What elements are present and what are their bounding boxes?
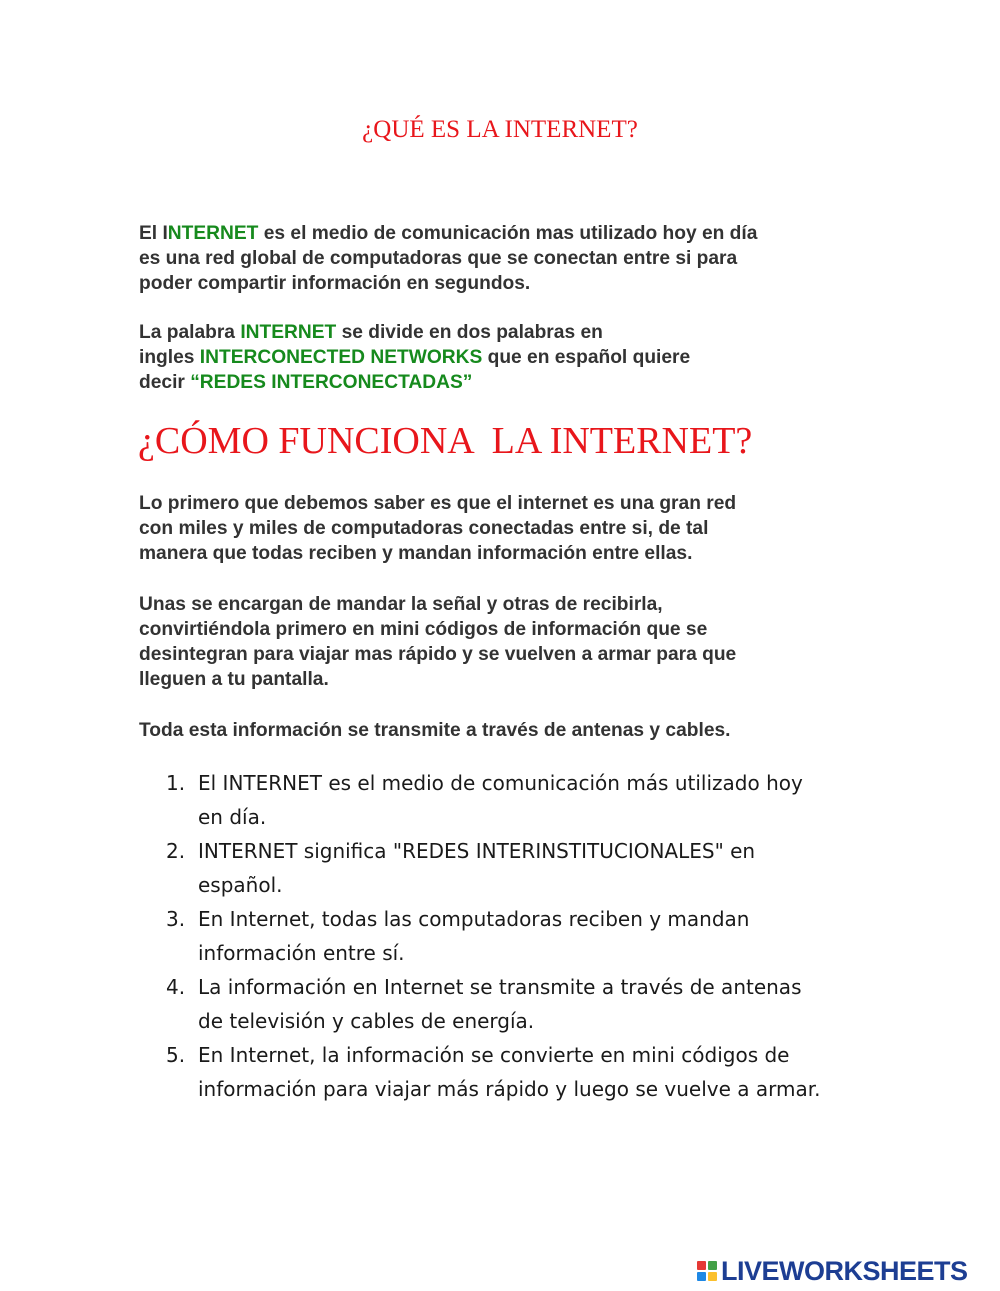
- transmission-paragraph: [139, 718, 879, 743]
- list-item: [166, 1038, 866, 1106]
- item-line-1: En Internet, todas las computadoras reciben y mandan: [198, 907, 750, 931]
- item-number: 5.: [166, 1043, 186, 1067]
- list-item: [166, 970, 866, 1038]
- liveworksheets-logo: [697, 1255, 968, 1287]
- logo-blocks-icon: [697, 1261, 717, 1281]
- item-number: 2.: [166, 839, 186, 863]
- logo-block-green: [708, 1261, 717, 1270]
- item-line-1: La información en Internet se transmite a través de antenas: [198, 975, 802, 999]
- item-number: 3.: [166, 907, 186, 931]
- signal-line-4: lleguen a tu pantalla.: [139, 669, 329, 690]
- item-line-1: INTERNET significa "REDES INTERINSTITUCIONALES" en: [198, 839, 756, 863]
- item-number: 4.: [166, 975, 186, 999]
- signal-paragraph: [139, 592, 879, 692]
- item-line-2: información entre sí.: [198, 941, 405, 965]
- item-line-1: En Internet, la información se convierte en mini códigos de: [198, 1043, 790, 1067]
- intro-line-1: El INTERNET es el medio de comunicación mas utilizado hoy en día: [139, 223, 758, 244]
- item-line-2: en día.: [198, 805, 267, 829]
- intro-line-3: poder compartir información en segundos.: [139, 273, 531, 294]
- page-title: ¿QUÉ ES LA INTERNET?: [362, 116, 638, 143]
- keyword-internet: INTERNET: [240, 322, 337, 343]
- intro-paragraph: [139, 221, 879, 296]
- item-line-2: información para viajar más rápido y luego se vuelve a armar.: [198, 1077, 821, 1101]
- statement-list: [166, 766, 866, 1106]
- transmission-line-1: Toda esta información se transmite a través de antenas y cables.: [139, 720, 731, 741]
- how-line-2: con miles y miles de computadoras conectadas entre si, de tal: [139, 518, 709, 539]
- keyword-redes-interconectadas: “REDES INTERCONECTADAS”: [190, 372, 473, 393]
- definition-line-2: ingles INTERCONECTED NETWORKS que en español quiere: [139, 347, 691, 368]
- definition-paragraph: [139, 320, 879, 395]
- list-item: [166, 766, 866, 834]
- item-line-2: de televisión y cables de energía.: [198, 1009, 535, 1033]
- list-item: [166, 902, 866, 970]
- logo-block-blue: [697, 1272, 706, 1281]
- logo-block-red: [697, 1261, 706, 1270]
- how-it-works-paragraph: [139, 491, 879, 566]
- definition-line-1: La palabra INTERNET se divide en dos palabras en: [139, 322, 603, 343]
- logo-text: LIVEWORKSHEETS: [721, 1255, 968, 1286]
- how-line-1: Lo primero que debemos saber es que el internet es una gran red: [139, 493, 737, 514]
- signal-line-2: convirtiéndola primero en mini códigos de información que se: [139, 619, 708, 640]
- keyword-interconected-networks: INTERCONECTED NETWORKS: [199, 347, 483, 368]
- logo-block-yellow: [708, 1272, 717, 1281]
- definition-line-3: decir “REDES INTERCONECTADAS”: [139, 372, 473, 393]
- how-line-3: manera que todas reciben y mandan información entre ellas.: [139, 543, 693, 564]
- intro-line-2: es una red global de computadoras que se conectan entre si para: [139, 248, 738, 269]
- item-number: 1.: [166, 771, 186, 795]
- section-title: ¿CÓMO FUNCIONA LA INTERNET?: [138, 420, 753, 462]
- signal-line-3: desintegran para viajar mas rápido y se vuelven a armar para que: [139, 644, 737, 665]
- item-line-2: español.: [198, 873, 283, 897]
- item-line-1: El INTERNET es el medio de comunicación más utilizado hoy: [198, 771, 803, 795]
- signal-line-1: Unas se encargan de mandar la señal y otras de recibirla,: [139, 594, 663, 615]
- list-item: [166, 834, 866, 902]
- keyword-internet: NTERNET: [167, 223, 259, 244]
